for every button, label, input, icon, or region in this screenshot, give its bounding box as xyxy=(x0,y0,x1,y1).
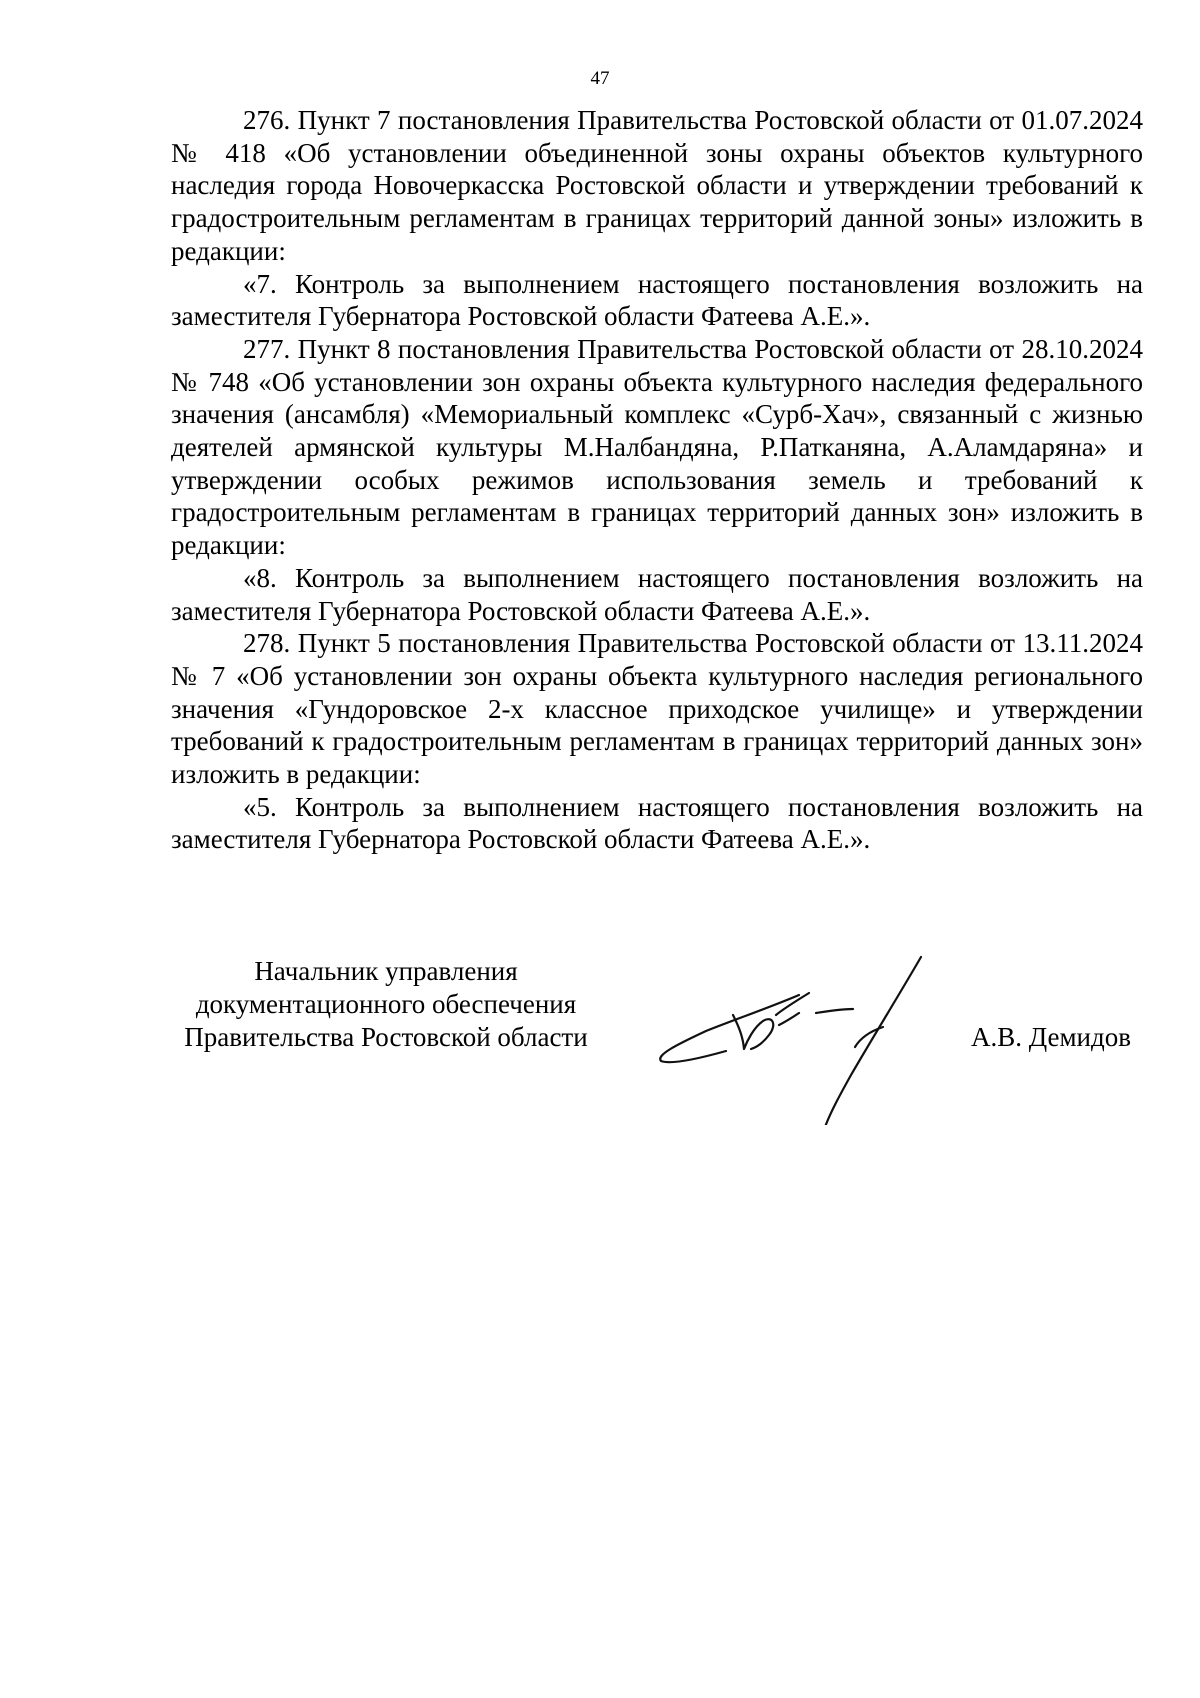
paragraph-276-quote: «7. Контроль за выполнением настоящего постановления возложить на заместителя Губернатора Ростовской области Фатеева А.Е.». xyxy=(171,268,1143,332)
paragraph-276: 276. Пункт 7 постановления Правительства Ростовской области от 01.07.2024 № 418 «Об установлении объединенной зоны охраны объектов культурного наследия города Новочеркасска Ростовской области и утверждении требований к градостроительным регламентам в границах территорий данной зоны» изложить в редакции: xyxy=(171,105,1143,266)
signature-block xyxy=(171,955,1131,1135)
signer-position-line: Начальник управления xyxy=(254,956,518,986)
signer-position-line: документационного обеспечения xyxy=(195,989,577,1019)
paragraph-277: 277. Пункт 8 постановления Правительства Ростовской области от 28.10.2024 № 748 «Об установлении зон охраны объекта культурного наследия федерального значения (ансамбля) «Мемориальный комплекс «Сурб-Хач», связанный с жизнью деятелей армянской культуры М.Налбандяна, Р.Патканяна, А.Аламдаряна» и утверждении особых режимов использования земель и требований к градостроительным регламентам в границах территорий данных зон» изложить в редакции: xyxy=(171,333,1143,561)
signer-position xyxy=(171,955,601,1054)
handwritten-signature xyxy=(651,955,941,1125)
signer-name: А.В. Демидов xyxy=(970,1022,1131,1052)
paragraph-277-quote: «8. Контроль за выполнением настоящего постановления возложить на заместителя Губернатора Ростовской области Фатеева А.Е.». xyxy=(171,562,1143,626)
paragraph-278-quote: «5. Контроль за выполнением настоящего постановления возложить на заместителя Губернатора Ростовской области Фатеева А.Е.». xyxy=(171,791,1143,855)
paragraph-278: 278. Пункт 5 постановления Правительства Ростовской области от 13.11.2024 № 7 «Об установлении зон охраны объекта культурного наследия регионального значения «Гундоровское 2-х классное приходское училище» и утверждении требований к градостроительным регламентам в границах территорий данных зон» изложить в редакции: xyxy=(171,628,1143,790)
signer-position-line: Правительства Ростовской области xyxy=(184,1022,588,1052)
page-number: 47 xyxy=(590,68,610,89)
document-body xyxy=(171,104,1143,856)
